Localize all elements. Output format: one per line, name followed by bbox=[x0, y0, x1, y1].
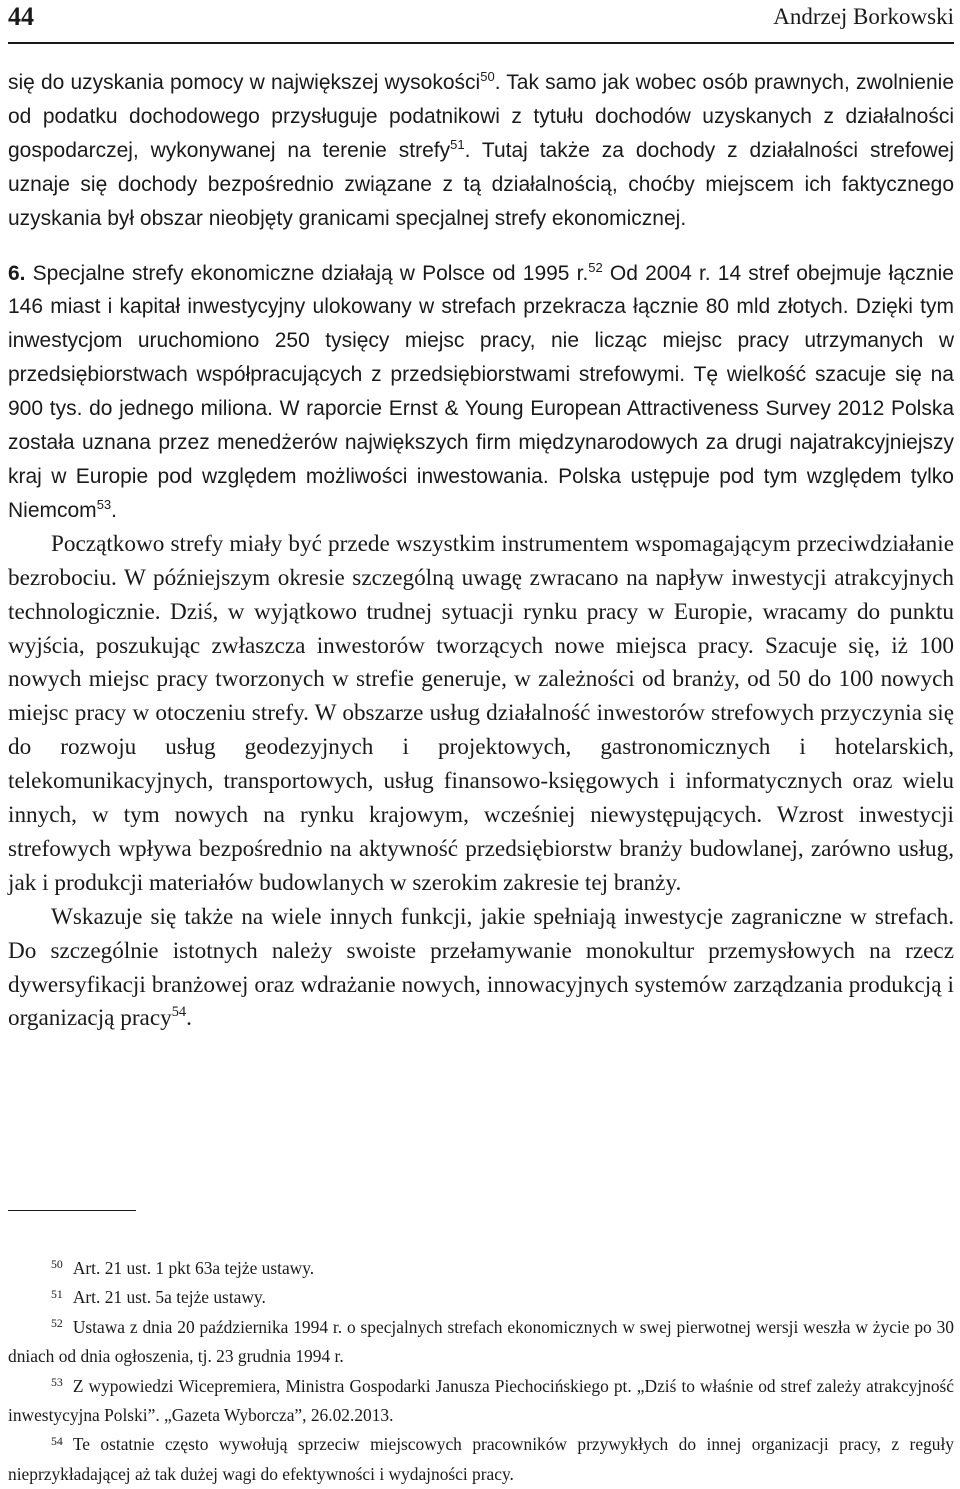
footnote-number: 53 bbox=[51, 1374, 63, 1389]
footnote-54 bbox=[8, 1430, 954, 1489]
footnote-ref-53[interactable]: 53 bbox=[96, 496, 112, 512]
paragraph-2 bbox=[8, 257, 954, 528]
paragraph-4-text-b: . bbox=[186, 1005, 192, 1032]
footnote-text: Ustawa z dnia 20 października 1994 r. o specjalnych strefach ekonomicznych w swej pierwotnej wersji weszła w życie po 30 dniach od dnia ogłoszenia, tj. 23 grudnia 1994 r. bbox=[8, 1316, 954, 1367]
footnotes bbox=[8, 1254, 954, 1489]
page-number: 44 bbox=[8, 2, 34, 31]
footnote-ref-51[interactable]: 51 bbox=[450, 136, 465, 152]
paragraph-1-text-a: się do uzyskania pomocy w największej wysokości bbox=[8, 71, 481, 94]
paragraph-4-text-a: Wskazuje się także na wiele innych funkcji, jakie spełniają inwestycje zagraniczne w strefach. Do szczególnie istotnych należy swoiste przełamywanie monokultur przemysłowych na rzecz dywersyfikacji branżowej oraz wdrażanie nowych, innowacyjnych systemów zarządzania produkcją i organizacją pracy bbox=[8, 903, 954, 1032]
running-header-author: Andrzej Borkowski bbox=[773, 4, 954, 29]
paragraph-1-text-b: . Tak samo jak wobec osób prawnych, zwolnienie od podatku dochodowego przysługuje podatnikowi z tytułu dochodów uzyskanych z działalności gospodarczej, wykonywanej na terenie strefy bbox=[8, 71, 955, 162]
footnote-50 bbox=[8, 1254, 954, 1283]
paragraph-1 bbox=[8, 66, 954, 236]
header-rule bbox=[8, 42, 954, 44]
footnote-number: 50 bbox=[51, 1257, 63, 1272]
page-header bbox=[8, 2, 954, 40]
footnote-number: 51 bbox=[51, 1286, 63, 1301]
footnote-ref-50[interactable]: 50 bbox=[480, 68, 495, 84]
paragraph-2-text-c: . bbox=[111, 498, 118, 522]
footnote-text: Te ostatnie często wywołują sprzeciw miejscowych pracowników przywykłych do innej organizacji pracy, z reguły nieprzykładającej aż tak dużej wagi do efektywności i wydajności pracy. bbox=[8, 1434, 954, 1484]
footnote-ref-54[interactable]: 54 bbox=[171, 1004, 187, 1021]
footnote-ref-52[interactable]: 52 bbox=[588, 259, 603, 275]
section-number: 6. bbox=[8, 261, 26, 285]
paragraph-2-text-a: Specjalne strefy ekonomiczne działają w Polsce od 1995 r. bbox=[25, 261, 589, 285]
footnote-51 bbox=[8, 1283, 954, 1312]
paragraph-2-text-b: Od 2004 r. 14 stref obejmuje łącznie 146 miast i kapitał inwestycyjny ulokowany w strefach przekracza łącznie 80 mld złotych. Dzięki tym inwestycjom uruchomiono 250 tysięcy miejsc pracy, nie licząc miejsc pracy utrzymanych w przedsiębiorstwach współpracujących z przedsiębiorstwami strefowymi. Tę wielkość szacuje się na 900 tys. do jednego miliona. W raporcie Ernst & Young European Attractiveness Survey 2012 Polska została uznana przez menedżerów największych firm międzynarodowych za drugi najatrakcyjniejszy kraj w Europie pod względem możliwości inwestowania. Polska ustępuje pod tym względem tylko Niemcom bbox=[8, 261, 954, 522]
paragraph-3: Początkowo strefy miały być przede wszystkim instrumentem wspomagającym przeciwdziałanie bezrobociu. W późniejszym okresie szczególną uwagę zwracano na napływ inwestycji atrakcyjnych technologicznie. Dziś, w wyjątkowo trudnej sytuacji rynku pracy w Europie, wracamy do punktu wyjścia, poszukując zwłaszcza inwestorów tworzących nowe miejsca pracy. Szacuje się, iż 100 nowych miejsc pracy tworzonych w strefie generuje, w zależności od branży, od 50 do 100 nowych miejsc pracy w otoczeniu strefy. W obszarze usług działalność inwestorów strefowych przyczynia się do rozwoju usług geodezyjnych i projektowych, gastronomicznych i hotelarskich, telekomunikacyjnych, transportowych, usług finansowo-księgowych i informatycznych oraz wielu innych, w tym nowych na rynku krajowym, wcześniej niewystępujących. Wzrost inwestycji strefowych wpływa bezpośrednio na aktywność przedsiębiorstw branży budowlanej, zarówno usług, jak i produkcji materiałów budowlanych w szerokim zakresie tej branży. bbox=[8, 530, 954, 896]
footnote-number: 52 bbox=[51, 1315, 63, 1330]
footnote-text: Art. 21 ust. 1 pkt 63a tejże ustawy. bbox=[72, 1258, 315, 1278]
footnote-number: 54 bbox=[51, 1433, 63, 1448]
body-text bbox=[8, 66, 954, 1036]
footnote-separator bbox=[8, 1210, 136, 1211]
footnote-text: Z wypowiedzi Wicepremiera, Ministra Gospodarki Janusza Piechocińskiego pt. „Dziś to właśnie od stref zależy atrakcyjność inwestycyjna Polski”. „Gazeta Wyborcza”, 26.02.2013. bbox=[8, 1375, 954, 1426]
footnote-52 bbox=[8, 1313, 954, 1372]
footnote-53 bbox=[8, 1372, 954, 1431]
paragraph-4 bbox=[8, 901, 954, 1037]
paragraph-1-text-c: . Tutaj także za dochody z działalności strefowej uznaje się dochody bezpośrednio związane z tą działalnością, choćby miejscem ich faktycznego uzyskania był obszar nieobjęty granicami specjalnej strefy ekonomicznej. bbox=[8, 138, 954, 230]
footnote-text: Art. 21 ust. 5a tejże ustawy. bbox=[72, 1287, 266, 1308]
